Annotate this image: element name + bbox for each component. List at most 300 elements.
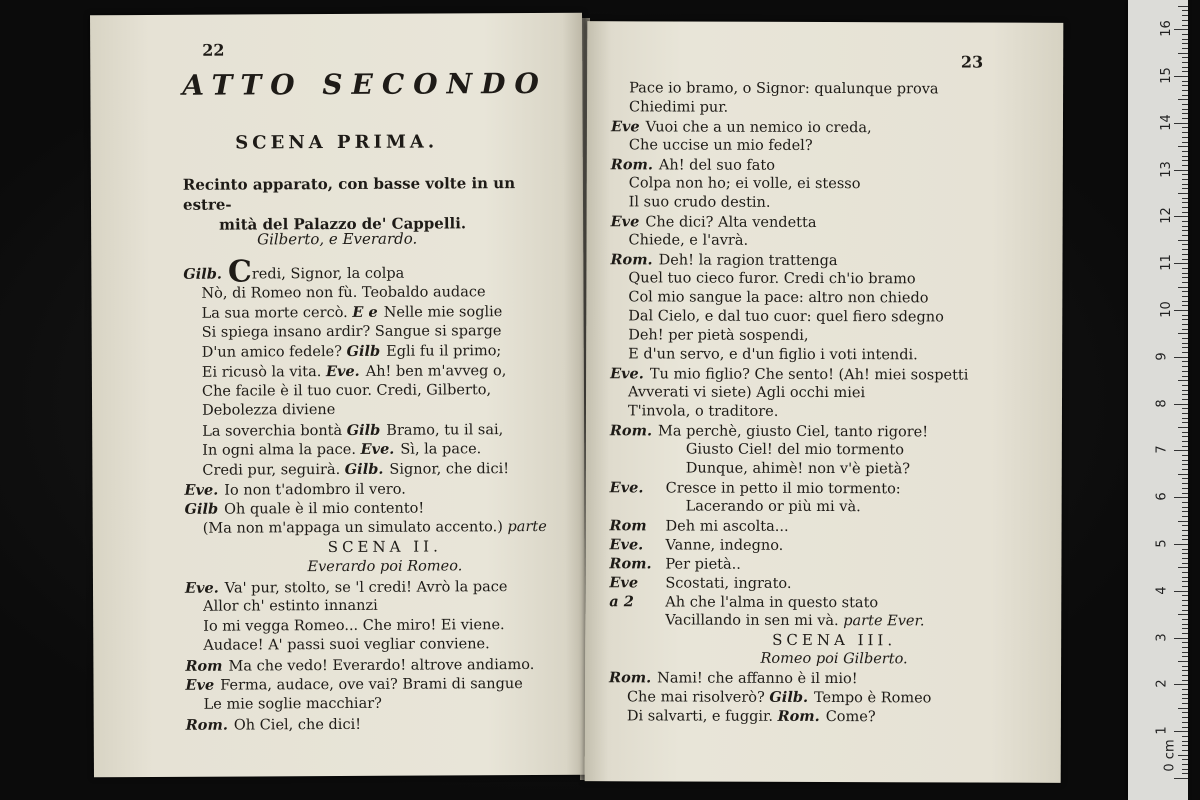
verse-line [184, 459, 584, 481]
ruler-tick [1182, 165, 1188, 166]
ruler-tick [1182, 680, 1188, 681]
ruler-tick [1182, 483, 1188, 484]
ruler-number: 1 [1154, 726, 1170, 735]
ruler-tick [1174, 357, 1188, 358]
ruler-tick [1174, 216, 1188, 217]
ruler-tick [1178, 755, 1188, 756]
verse-line [610, 250, 1060, 271]
verse-line [611, 98, 1061, 119]
ruler-tick [1182, 151, 1188, 152]
ruler-tick [1182, 352, 1188, 353]
ruler-tick [1182, 188, 1188, 189]
ruler-tick [1182, 174, 1188, 175]
speaker-name: E e [352, 303, 378, 322]
verse-line [610, 497, 1060, 518]
verse-text: La sua morte cercò. [201, 305, 348, 322]
speaker-name: Eve [609, 574, 639, 592]
verse-text: Deh! per pietà sospendi, [628, 327, 809, 344]
speaker-name: Rom. [609, 669, 652, 687]
speaker-name: Eve [610, 213, 640, 231]
ruler-tick [1182, 48, 1188, 49]
ruler-tick [1182, 385, 1188, 386]
verse-line [185, 596, 585, 618]
ruler-tick [1182, 156, 1188, 157]
speaker-name: Eve [610, 118, 640, 136]
verse-text: Ferma, audace, ove vai? Brami di sangue [220, 676, 523, 695]
verse-text: Che uccise un mio fedel? [628, 137, 813, 154]
dialogue-block [609, 79, 1061, 727]
verse-line [609, 554, 1059, 575]
ruler-tick [1182, 142, 1188, 143]
verse-line [184, 439, 584, 461]
ruler-tick [1182, 62, 1188, 63]
ruler-tick [1178, 380, 1188, 381]
verse-text: Colpa non ho; ei volle, ei stesso [628, 175, 861, 193]
ruler-tick [1178, 708, 1188, 709]
verse-line [610, 326, 1060, 347]
verse-line [609, 687, 1059, 708]
verse-text: Lacerando or più mi và. [685, 498, 861, 516]
verse-text: Cresce in petto il mio tormento: [665, 480, 901, 498]
ruler-number: 8 [1154, 398, 1170, 408]
ruler-tick [1174, 684, 1188, 685]
verse-text: Di salvarti, e fuggir. [626, 708, 774, 725]
ruler-tick [1182, 717, 1188, 718]
verse-text: Oh quale è il mio contento! [224, 500, 425, 518]
ruler-tick [1182, 694, 1188, 695]
verse-text: Nami! che affanno è il mio! [657, 670, 858, 688]
verse-line [610, 516, 1060, 537]
verse-text: Pace io bramo, o Signor: qualunque prova [629, 80, 939, 98]
ruler-tick [1182, 361, 1188, 362]
ruler-tick [1182, 502, 1188, 503]
ruler-tick [1182, 127, 1188, 128]
speaker-name: a 2 [609, 593, 634, 611]
verse-text: Chiede, e l'avrà. [628, 232, 749, 249]
ruler-tick [1174, 404, 1188, 405]
ruler-tick [1182, 610, 1188, 611]
verse-line [611, 136, 1061, 157]
verse-text: Nò, di Romeo non fù. Teobaldo audace [201, 283, 486, 302]
ruler-tick [1182, 432, 1188, 433]
ruler-tick [1182, 507, 1188, 508]
verse-text: Che facile è il tuo cuor. Credi, Gilberto, [201, 381, 492, 400]
verse-text: Io mi vegga Romeo... Che miro! Ei viene. [203, 616, 505, 635]
verse-line [184, 321, 584, 343]
verse-line [185, 498, 585, 520]
ruler-tick [1182, 371, 1188, 372]
ruler-tick [1182, 722, 1188, 723]
scene-characters: Romeo poi Gilberto. [760, 650, 908, 668]
ruler-tick [1182, 581, 1188, 582]
ruler-number: 16 [1158, 20, 1174, 37]
ruler-tick [1182, 656, 1188, 657]
ruler-number: 12 [1158, 207, 1174, 225]
ruler-number: 5 [1154, 539, 1170, 548]
ruler-number: 2 [1154, 679, 1170, 689]
verse-line [611, 174, 1061, 195]
verse-text: Va' pur, stolto, se 'l credi! Avrò la pace [224, 578, 508, 597]
ruler-tick [1182, 343, 1188, 344]
verse-text: Egli fu il primo; [386, 343, 502, 361]
verse-line [610, 307, 1060, 328]
ruler-tick [1182, 338, 1188, 339]
verse-text: Le mie soglie macchiar? [203, 695, 382, 713]
ruler-tick [1182, 268, 1188, 269]
verse-line [610, 421, 1060, 442]
verse-line [609, 573, 1059, 594]
ruler-tick [1174, 29, 1188, 30]
ruler-tick [1182, 202, 1188, 203]
ruler-tick [1182, 315, 1188, 316]
ruler-tick [1182, 736, 1188, 737]
ruler-tick [1182, 586, 1188, 587]
ruler-tick [1182, 118, 1188, 119]
ruler-tick [1182, 376, 1188, 377]
page-number: 22 [202, 40, 225, 60]
ruler-tick [1182, 670, 1188, 671]
ruler-tick [1182, 179, 1188, 180]
ruler-tick [1182, 137, 1188, 138]
ruler-tick [1182, 600, 1188, 601]
ruler-tick [1178, 240, 1188, 241]
ruler-tick [1182, 759, 1188, 760]
ruler-tick [1182, 43, 1188, 44]
ruler-tick [1182, 226, 1188, 227]
verse-text: Allor ch' estinto innanzi [203, 597, 378, 615]
verse-text: Ei ricusò la vita. [201, 364, 322, 381]
verse-line [186, 713, 586, 735]
speaker-name: Rom. [609, 555, 652, 573]
ruler-tick [1182, 493, 1188, 494]
ruler-tick [1182, 727, 1188, 728]
verse-text: Che dici? Alta vendetta [645, 214, 817, 231]
ruler-tick [1182, 530, 1188, 531]
ruler-tick [1182, 647, 1188, 648]
verse-line [184, 361, 584, 383]
ruler-tick [1182, 104, 1188, 105]
speaker-name: Eve. [325, 362, 360, 381]
open-book [88, 14, 1088, 784]
ruler-number: 4 [1154, 586, 1170, 595]
ruler-tick [1182, 81, 1188, 82]
speaker-name: Eve. [184, 481, 219, 499]
ruler-tick [1178, 474, 1188, 475]
ruler-tick [1182, 319, 1188, 320]
verse-line [184, 400, 584, 422]
ruler-tick [1178, 427, 1188, 428]
stage-setting [183, 173, 563, 235]
verse-line [610, 459, 1060, 480]
measuring-ruler [1128, 0, 1188, 800]
verse-text: D'un amico fedele? [201, 344, 343, 362]
verse-text: La soverchia bontà [202, 422, 343, 440]
verse-line [609, 706, 1059, 727]
ruler-tick [1182, 244, 1188, 245]
scene-title: SCENA II. [327, 537, 442, 557]
speaker-name: Rom. [610, 251, 653, 269]
verse-text: Ah! del suo fato [658, 157, 776, 174]
ruler-tick [1182, 207, 1188, 208]
verse-text: Come? [825, 709, 876, 726]
verse-text: Ma perchè, giusto Ciel, tanto rigore! [657, 423, 929, 441]
ruler-tick [1182, 90, 1188, 91]
ruler-tick [1182, 198, 1188, 199]
ruler-tick [1182, 516, 1188, 517]
verse-line [185, 674, 585, 696]
verse-text: Bramo, tu il sai, [386, 421, 504, 439]
scene-title: SCENA PRIMA. [235, 131, 439, 154]
ruler-tick [1182, 324, 1188, 325]
verse-line [609, 535, 1059, 556]
ruler-number: 3 [1154, 632, 1170, 642]
ruler-tick [1182, 642, 1188, 643]
verse-text: (Ma non m'appaga un simulato accento.) [202, 518, 503, 537]
verse-text: Signor, che dici! [389, 461, 510, 478]
speaker-name: Gilb. [344, 460, 384, 478]
dialogue-block [183, 254, 585, 735]
speaker-name: Rom. [185, 716, 228, 734]
ruler-tick [1182, 413, 1188, 414]
ruler-tick [1174, 778, 1188, 779]
verse-line [185, 635, 585, 657]
verse-text: redi, Signor, la colpa [251, 265, 405, 283]
ruler-tick [1182, 109, 1188, 110]
verse-line [184, 302, 584, 324]
ruler-tick [1182, 221, 1188, 222]
page-number: 23 [960, 52, 984, 72]
ruler-tick [1182, 689, 1188, 690]
ruler-tick [1182, 511, 1188, 512]
ruler-tick [1182, 160, 1188, 161]
ruler-tick [1174, 497, 1188, 498]
scene-title: SCENA III. [772, 630, 897, 650]
ruler-tick [1182, 769, 1188, 770]
ruler-tick [1178, 661, 1188, 662]
verse-text: Vuoi che a un nemico io creda, [645, 119, 872, 137]
verse-text: Deh mi ascolta... [665, 518, 789, 535]
ruler-tick [1182, 446, 1188, 447]
act-title: ATTO SECONDO [182, 66, 548, 102]
ruler-tick [1182, 750, 1188, 751]
ruler-tick [1178, 6, 1188, 7]
ruler-tick [1182, 282, 1188, 283]
ruler-tick [1182, 25, 1188, 26]
ruler-tick [1174, 263, 1188, 264]
ruler-tick [1182, 488, 1188, 489]
verse-line [609, 592, 1059, 613]
ruler-tick [1182, 71, 1188, 72]
verse-text: Per pietà.. [665, 556, 741, 573]
ruler-number: 13 [1158, 160, 1174, 178]
ruler-unit-label: 0 cm [1162, 739, 1178, 772]
verse-line [611, 79, 1061, 100]
verse-text: Oh Ciel, che dici! [233, 716, 362, 734]
ruler-tick [1182, 572, 1188, 573]
ruler-tick [1182, 764, 1188, 765]
ruler-tick [1182, 539, 1188, 540]
verse-text: Che mai risolverò? [626, 689, 765, 706]
ruler-number: 6 [1154, 492, 1170, 501]
ruler-tick [1182, 366, 1188, 367]
ruler-number: 9 [1154, 352, 1170, 361]
verse-text: Scostati, ingrato. [665, 575, 792, 592]
verse-line [185, 576, 585, 598]
speaker-name: Eve [185, 677, 215, 695]
verse-text: Il suo crudo destin. [628, 194, 771, 211]
verse-line [610, 288, 1060, 309]
left-page [90, 13, 586, 778]
verse-text: Io non t'adombro il vero. [224, 481, 406, 499]
ruler-tick [1182, 113, 1188, 114]
ruler-tick [1182, 235, 1188, 236]
ruler-tick [1182, 595, 1188, 596]
ruler-tick [1182, 34, 1188, 35]
ruler-tick [1182, 558, 1188, 559]
verse-text: Ah! ben m'avveg o, [365, 363, 507, 380]
ruler-number: 11 [1158, 254, 1174, 271]
ruler-tick [1182, 277, 1188, 278]
verse-line [611, 193, 1061, 214]
ruler-tick [1182, 291, 1188, 292]
ruler-tick [1182, 675, 1188, 676]
verse-text: Giusto Ciel! del mio tormento [685, 441, 904, 459]
ruler-tick [1182, 399, 1188, 400]
verse-line [183, 282, 583, 304]
ruler-tick [1174, 450, 1188, 451]
verse-text: Credi pur, seguirà. [202, 461, 341, 479]
ruler-tick [1182, 712, 1188, 713]
ruler-tick [1182, 619, 1188, 620]
ruler-tick [1174, 591, 1188, 592]
verse-text: Tu mio figlio? Che sento! (Ah! miei sospetti [649, 366, 969, 384]
ruler-tick [1178, 287, 1188, 288]
verse-text: Audace! A' passi suoi vegliar conviene. [203, 636, 490, 654]
ruler-tick [1182, 329, 1188, 330]
verse-line [183, 254, 583, 290]
verse-text: Sì, la pace. [400, 441, 482, 459]
verse-line [610, 402, 1060, 423]
ruler-tick [1182, 698, 1188, 699]
verse-line [185, 517, 585, 539]
ruler-tick [1182, 212, 1188, 213]
speaker-name: Rom. [610, 156, 653, 174]
verse-text: T'invola, o traditore. [627, 403, 779, 420]
verse-text: Deh! la ragion trattenga [658, 252, 838, 270]
verse-line [185, 655, 585, 677]
speaker-name: Gilb. [183, 265, 223, 283]
ruler-tick [1174, 123, 1188, 124]
verse-text: Ma che vedo! Everardo! altrove andiamo. [228, 656, 535, 675]
ruler-tick [1174, 310, 1188, 311]
scene-characters: Gilberto, e Everardo. [257, 229, 418, 249]
right-page [585, 21, 1064, 783]
ruler-tick [1182, 441, 1188, 442]
verse-line [611, 117, 1061, 138]
ruler-tick [1182, 628, 1188, 629]
ruler-tick [1182, 10, 1188, 11]
verse-text: Vacillando in sen mi và. [665, 612, 839, 630]
ruler-tick [1182, 436, 1188, 437]
ruler-tick [1182, 67, 1188, 68]
verse-text: In ogni alma la pace. [202, 442, 357, 460]
ruler-tick [1182, 296, 1188, 297]
ruler-tick [1182, 249, 1188, 250]
verse-line [610, 269, 1060, 290]
ruler-tick [1182, 95, 1188, 96]
drop-cap: C [227, 254, 252, 290]
ruler-tick [1174, 544, 1188, 545]
verse-line [610, 383, 1060, 404]
ruler-tick [1182, 478, 1188, 479]
ruler-tick [1182, 301, 1188, 302]
ruler-number: 14 [1158, 114, 1174, 131]
ruler-tick [1182, 230, 1188, 231]
speaker-name: Eve. [184, 579, 219, 597]
ruler-tick [1182, 666, 1188, 667]
verse-text: Debolezza diviene [202, 402, 336, 419]
ruler-tick [1178, 333, 1188, 334]
verse-text: Tempo è Romeo [814, 689, 932, 707]
verse-text: Ah che l'alma in questo stato [665, 594, 879, 612]
verse-text: Vanne, indegno. [665, 537, 784, 554]
verse-line [184, 341, 584, 363]
ruler-tick [1182, 390, 1188, 391]
ruler-tick [1182, 633, 1188, 634]
speaker-name: Rom. [777, 707, 820, 725]
ruler-tick [1182, 563, 1188, 564]
ruler-tick [1182, 57, 1188, 58]
ruler-tick [1174, 731, 1188, 732]
speaker-name: Eve. [610, 365, 644, 383]
speaker-name: Eve. [609, 479, 644, 497]
speaker-name: Rom [609, 517, 647, 535]
ruler-tick [1182, 132, 1188, 133]
ruler-tick [1182, 422, 1188, 423]
speaker-name: Eve. [360, 441, 395, 459]
speaker-name: Gilb [346, 343, 381, 361]
ruler-tick [1178, 193, 1188, 194]
verse-line [184, 478, 584, 500]
setting-line: mità del Palazzo de' Cappelli. [219, 214, 467, 234]
ruler-tick [1182, 464, 1188, 465]
ruler-tick [1182, 535, 1188, 536]
verse-line [609, 611, 1059, 632]
verse-text: Col mio sangue la pace: altro non chiedo [628, 289, 929, 307]
ruler-tick [1174, 76, 1188, 77]
verse-line [186, 694, 586, 716]
verse-text: Chiedimi pur. [628, 99, 729, 116]
ruler-tick [1182, 20, 1188, 21]
ruler-tick [1182, 652, 1188, 653]
ruler-tick [1178, 99, 1188, 100]
ruler-tick [1182, 347, 1188, 348]
ruler-tick [1182, 577, 1188, 578]
ruler-tick [1174, 638, 1188, 639]
ruler-tick [1174, 170, 1188, 171]
ruler-tick [1178, 521, 1188, 522]
ruler-number: 10 [1158, 301, 1174, 318]
verse-line [610, 478, 1060, 499]
verse-line [611, 212, 1061, 233]
verse-line [184, 419, 584, 441]
setting-line: Recinto apparato, con basse volte in un estre- [182, 174, 516, 214]
ruler-tick [1182, 408, 1188, 409]
ruler-tick [1182, 305, 1188, 306]
verse-text: Dal Cielo, e dal tuo cuor: quel fiero sdegno [628, 308, 944, 326]
ruler-tick [1182, 15, 1188, 16]
ruler-tick [1182, 605, 1188, 606]
